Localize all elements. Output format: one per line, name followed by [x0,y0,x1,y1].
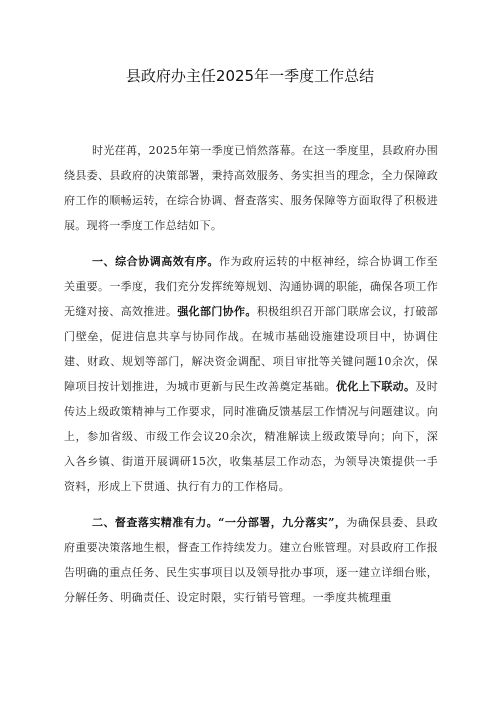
section-one-heading: 一、综合协调高效有序。 [92,255,219,268]
section-two-paragraph [64,510,438,610]
section-two-quote: “一分部署，九分落实”， [218,516,347,529]
section-two-text-a: 为确保县委、县政府重要决策落地生根，督查工作持续发力。建立台账管理。对县政府工作报告明确的重点任务、民生实事项目以及领导批办事项，逐一建立详细台账，分解任务、明确责任、设定时限，实行销号管理。一季度共梳理重 [64,516,438,604]
intro-text: 时光荏苒，2025年第一季度已悄然落幕。在这一季度里，县政府办围绕县委、县政府的决策部署，秉持高效服务、务实担当的理念，全力保障政府工作的顺畅运转，在综合协调、督查落实、服务保障等方面取得了积极进展。现将一季度工作总结如下。 [64,144,438,232]
document-body [64,138,438,610]
section-two-heading: 二、督查落实精准有力。 [92,516,219,529]
document-title: 县政府办主任2025年一季度工作总结 [125,67,375,85]
section-one-text-c: 积极组织召开部门联席会议，打破部门壁垒，促进信息共享与协同作战。在城市基础设施建设项目中，协调住建、财政、规划等部门，解决资金调配、项目审批等关键问题10余次，保障项目按计划推进，为城市更新与民生改善奠定基础。 [64,305,438,393]
section-one-subheading-coordination: 强化部门协作。 [177,305,257,318]
section-one-paragraph [64,249,438,499]
section-one-text-e: 及时传达上级政策精神与工作要求，同时准确反馈基层工作情况与问题建议。向上，参加省级、市级工作会议20余次，精准解读上级政策导向；向下，深入各乡镇、街道开展调研15次，收集基层工作动态，为领导决策提供一手资料，形成上下贯通、执行有力的工作格局。 [64,380,438,493]
section-one-text-a: 作为政府运转的中枢神经，综合协调工作至关重要。一季度，我们充分发挥统筹规划、沟通协调的职能，确保各项工作无缝对接、高效推进。 [64,255,438,318]
intro-paragraph [64,138,438,238]
section-one-subheading-linkage: 优化上下联动。 [336,380,416,393]
